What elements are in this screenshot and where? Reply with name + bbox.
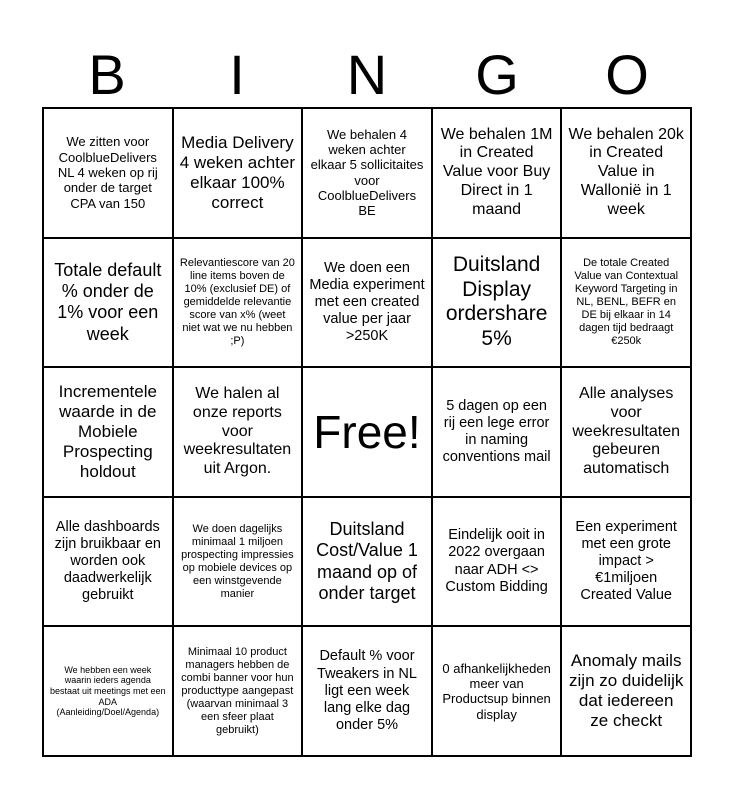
- bingo-cell[interactable]: Default % voor Tweakers in NL ligt een week lang elke dag onder 5%: [302, 626, 432, 756]
- header-letter-i: I: [229, 43, 245, 106]
- header-letter-b: B: [88, 43, 126, 106]
- bingo-cell[interactable]: Eindelijk ooit in 2022 overgaan naar ADH <> Custom Bidding: [432, 497, 562, 627]
- bingo-header: [42, 40, 692, 110]
- free-cell[interactable]: Free!: [302, 367, 432, 497]
- bingo-cell[interactable]: We behalen 1M in Created Value voor Buy Direct in 1 maand: [432, 108, 562, 238]
- bingo-cell[interactable]: We halen al onze reports voor weekresultaten uit Argon.: [173, 367, 303, 497]
- header-letter-g: G: [475, 43, 519, 106]
- bingo-cell[interactable]: Minimaal 10 product managers hebben de combi banner voor hun producttype aangepast (waarvan minimaal 3 een sfeer plaat gebruikt): [173, 626, 303, 756]
- bingo-cell[interactable]: We hebben een week waarin ieders agenda bestaat uit meetings met een ADA (Aanleiding/Doel/Agenda): [43, 626, 173, 756]
- bingo-cell[interactable]: De totale Created Value van Contextual Keyword Targeting in NL, BENL, BEFR en DE bij elkaar in 14 dagen tijd bedraagt €250k: [561, 238, 691, 368]
- bingo-cell[interactable]: 0 afhankelijkheden meer van Productsup binnen display: [432, 626, 562, 756]
- bingo-grid: [42, 107, 692, 757]
- bingo-cell[interactable]: Alle analyses voor weekresultaten gebeuren automatisch: [561, 367, 691, 497]
- bingo-cell[interactable]: Anomaly mails zijn zo duidelijk dat iedereen ze checkt: [561, 626, 691, 756]
- bingo-cell[interactable]: Media Delivery 4 weken achter elkaar 100% correct: [173, 108, 303, 238]
- bingo-cell[interactable]: Totale default % onder de 1% voor een week: [43, 238, 173, 368]
- bingo-cell[interactable]: Incrementele waarde in de Mobiele Prospecting holdout: [43, 367, 173, 497]
- bingo-cell[interactable]: Een experiment met een grote impact > €1miljoen Created Value: [561, 497, 691, 627]
- bingo-cell[interactable]: Relevantiescore van 20 line items boven de 10% (exclusief DE) of gemiddelde relevantie score van x% (weet niet wat we nu hebben ;P): [173, 238, 303, 368]
- bingo-cell[interactable]: We doen een Media experiment met een created value per jaar >250K: [302, 238, 432, 368]
- bingo-cell[interactable]: Duitsland Display ordershare 5%: [432, 238, 562, 368]
- bingo-cell[interactable]: We zitten voor CoolblueDelivers NL 4 weken op rij onder de target CPA van 150: [43, 108, 173, 238]
- header-letter-n: N: [346, 43, 388, 106]
- bingo-cell[interactable]: Duitsland Cost/Value 1 maand op of onder target: [302, 497, 432, 627]
- bingo-cell[interactable]: 5 dagen op een rij een lege error in naming conventions mail: [432, 367, 562, 497]
- header-letter-o: O: [605, 43, 649, 106]
- bingo-cell[interactable]: Alle dashboards zijn bruikbaar en worden ook daadwerkelijk gebruikt: [43, 497, 173, 627]
- bingo-cell[interactable]: We doen dagelijks minimaal 1 miljoen prospecting impressies op mobiele devices op een winstgevende manier: [173, 497, 303, 627]
- bingo-cell[interactable]: We behalen 4 weken achter elkaar 5 sollicitaites voor CoolblueDelivers BE: [302, 108, 432, 238]
- bingo-cell[interactable]: We behalen 20k in Created Value in Wallonië in 1 week: [561, 108, 691, 238]
